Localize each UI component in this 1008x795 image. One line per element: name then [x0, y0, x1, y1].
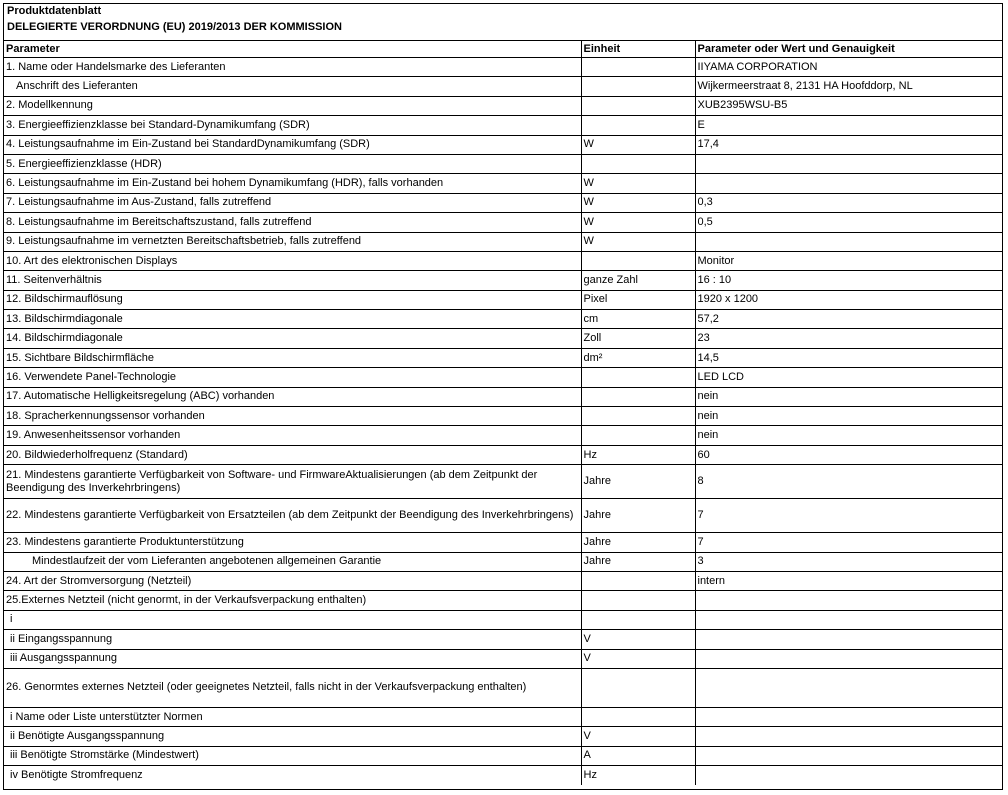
value-cell: 57,2 — [695, 310, 1003, 329]
table-row — [4, 727, 1003, 746]
parameter-cell: 9. Leistungsaufnahme im vernetzten Bereitschaftsbetrieb, falls zutreffend — [4, 232, 581, 251]
unit-cell — [581, 610, 695, 629]
unit-cell: A — [581, 746, 695, 765]
table-row — [4, 533, 1003, 552]
table-header-row — [4, 41, 1003, 58]
table-row — [4, 96, 1003, 115]
parameter-cell: 12. Bildschirmauflösung — [4, 290, 581, 309]
table-row — [4, 329, 1003, 348]
value-cell — [695, 668, 1003, 707]
unit-cell: W — [581, 193, 695, 212]
table-row — [4, 499, 1003, 533]
unit-cell: V — [581, 649, 695, 668]
unit-cell: Jahre — [581, 499, 695, 533]
value-cell — [695, 591, 1003, 610]
value-cell: 0,3 — [695, 193, 1003, 212]
parameter-cell: 26. Genormtes externes Netzteil (oder geeignetes Netzteil, falls nicht in der Verkaufsverpackung enthalten) — [4, 668, 581, 707]
table-row — [4, 387, 1003, 406]
table-row — [4, 445, 1003, 464]
table-row — [4, 407, 1003, 426]
value-cell: 3 — [695, 552, 1003, 571]
product-data-sheet — [3, 3, 1003, 790]
parameter-cell: 14. Bildschirmdiagonale — [4, 329, 581, 348]
parameter-cell: 7. Leistungsaufnahme im Aus-Zustand, falls zutreffend — [4, 193, 581, 212]
value-cell: 1920 x 1200 — [695, 290, 1003, 309]
column-header-unit: Einheit — [581, 41, 695, 58]
table-row — [4, 193, 1003, 212]
column-header-parameter: Parameter — [4, 41, 581, 58]
parameter-cell: 22. Mindestens garantierte Verfügbarkeit von Ersatzteilen (ab dem Zeitpunkt der Beendigung des Inverkehrbringens) — [4, 499, 581, 533]
unit-cell: Hz — [581, 445, 695, 464]
value-cell: Monitor — [695, 251, 1003, 270]
parameter-cell: 5. Energieeffizienzklasse (HDR) — [4, 154, 581, 173]
parameter-cell: 1. Name oder Handelsmarke des Lieferanten — [4, 58, 581, 77]
parameter-cell: 13. Bildschirmdiagonale — [4, 310, 581, 329]
sheet-subtitle: DELEGIERTE VERORDNUNG (EU) 2019/2013 DER KOMMISSION — [7, 20, 342, 33]
value-cell: nein — [695, 387, 1003, 406]
unit-cell: Hz — [581, 766, 695, 785]
unit-cell — [581, 407, 695, 426]
unit-cell — [581, 426, 695, 445]
value-cell: LED LCD — [695, 368, 1003, 387]
unit-cell: ganze Zahl — [581, 271, 695, 290]
unit-cell: Jahre — [581, 552, 695, 571]
unit-cell — [581, 571, 695, 590]
table-row — [4, 630, 1003, 649]
parameter-cell: 4. Leistungsaufnahme im Ein-Zustand bei StandardDynamikumfang (SDR) — [4, 135, 581, 154]
table-row — [4, 552, 1003, 571]
value-cell — [695, 630, 1003, 649]
unit-cell: W — [581, 135, 695, 154]
value-cell: nein — [695, 426, 1003, 445]
parameter-cell: iii Ausgangsspannung — [4, 649, 581, 668]
unit-cell — [581, 368, 695, 387]
unit-cell: cm — [581, 310, 695, 329]
parameter-cell: ii Eingangsspannung — [4, 630, 581, 649]
value-cell — [695, 727, 1003, 746]
unit-cell — [581, 116, 695, 135]
value-cell — [695, 154, 1003, 173]
parameter-cell: 17. Automatische Helligkeitsregelung (ABC) vorhanden — [4, 387, 581, 406]
value-cell: 23 — [695, 329, 1003, 348]
table-row — [4, 213, 1003, 232]
unit-cell: Pixel — [581, 290, 695, 309]
table-row — [4, 465, 1003, 499]
unit-cell: W — [581, 174, 695, 193]
value-cell: 8 — [695, 465, 1003, 499]
parameter-cell: i Name oder Liste unterstützter Normen — [4, 707, 581, 726]
parameter-cell: 24. Art der Stromversorgung (Netzteil) — [4, 571, 581, 590]
table-row — [4, 649, 1003, 668]
unit-cell — [581, 591, 695, 610]
parameter-cell: ii Benötigte Ausgangsspannung — [4, 727, 581, 746]
unit-cell — [581, 77, 695, 96]
unit-cell: Jahre — [581, 533, 695, 552]
table-row — [4, 154, 1003, 173]
value-cell: 60 — [695, 445, 1003, 464]
table-row — [4, 571, 1003, 590]
value-cell: 17,4 — [695, 135, 1003, 154]
parameter-cell: iv Benötigte Stromfrequenz — [4, 766, 581, 785]
parameter-cell: 16. Verwendete Panel-Technologie — [4, 368, 581, 387]
unit-cell — [581, 154, 695, 173]
parameter-cell: i — [4, 610, 581, 629]
parameter-cell: Mindestlaufzeit der vom Lieferanten angebotenen allgemeinen Garantie — [4, 552, 581, 571]
unit-cell: Jahre — [581, 465, 695, 499]
table-row — [4, 591, 1003, 610]
table-row — [4, 746, 1003, 765]
parameter-cell: 20. Bildwiederholfrequenz (Standard) — [4, 445, 581, 464]
table-row — [4, 271, 1003, 290]
unit-cell: Zoll — [581, 329, 695, 348]
value-cell: Wijkermeerstraat 8, 2131 HA Hoofddorp, NL — [695, 77, 1003, 96]
table-row — [4, 77, 1003, 96]
unit-cell: W — [581, 213, 695, 232]
value-cell — [695, 766, 1003, 785]
table-row — [4, 426, 1003, 445]
value-cell: IIYAMA CORPORATION — [695, 58, 1003, 77]
parameter-cell: 6. Leistungsaufnahme im Ein-Zustand bei hohem Dynamikumfang (HDR), falls vorhanden — [4, 174, 581, 193]
value-cell: nein — [695, 407, 1003, 426]
value-cell — [695, 174, 1003, 193]
table-row — [4, 174, 1003, 193]
parameter-cell: 18. Spracherkennungssensor vorhanden — [4, 407, 581, 426]
value-cell: XUB2395WSU-B5 — [695, 96, 1003, 115]
parameter-cell: iii Benötigte Stromstärke (Mindestwert) — [4, 746, 581, 765]
value-cell: 14,5 — [695, 348, 1003, 367]
unit-cell — [581, 668, 695, 707]
unit-cell: V — [581, 630, 695, 649]
value-cell — [695, 649, 1003, 668]
table-row — [4, 251, 1003, 270]
table-row — [4, 58, 1003, 77]
parameter-cell: 15. Sichtbare Bildschirmfläche — [4, 348, 581, 367]
unit-cell: V — [581, 727, 695, 746]
table-row — [4, 310, 1003, 329]
unit-cell: dm² — [581, 348, 695, 367]
unit-cell — [581, 251, 695, 270]
parameter-cell: 19. Anwesenheitssensor vorhanden — [4, 426, 581, 445]
table-body — [4, 41, 1003, 786]
unit-cell — [581, 96, 695, 115]
value-cell: E — [695, 116, 1003, 135]
parameter-cell: 21. Mindestens garantierte Verfügbarkeit von Software- und FirmwareAktualisierungen (ab dem Zeitpunkt der Beendigung des Inverkehrbringens) — [4, 465, 581, 499]
parameter-cell: 25.Externes Netzteil (nicht genormt, in der Verkaufsverpackung enthalten) — [4, 591, 581, 610]
parameter-cell: 3. Energieeffizienzklasse bei Standard-Dynamikumfang (SDR) — [4, 116, 581, 135]
value-cell — [695, 746, 1003, 765]
sheet-title: Produktdatenblatt — [7, 5, 102, 17]
parameter-cell: 8. Leistungsaufnahme im Bereitschaftszustand, falls zutreffend — [4, 213, 581, 232]
value-cell — [695, 232, 1003, 251]
value-cell: intern — [695, 571, 1003, 590]
parameter-cell: 11. Seitenverhältnis — [4, 271, 581, 290]
table-row — [4, 766, 1003, 785]
table-row — [4, 135, 1003, 154]
value-cell — [695, 707, 1003, 726]
table-row — [4, 348, 1003, 367]
table-row — [4, 116, 1003, 135]
unit-cell — [581, 58, 695, 77]
parameter-cell: 23. Mindestens garantierte Produktunterstützung — [4, 533, 581, 552]
parameter-cell: 2. Modellkennung — [4, 96, 581, 115]
parameter-cell: Anschrift des Lieferanten — [4, 77, 581, 96]
unit-cell — [581, 707, 695, 726]
column-header-value: Parameter oder Wert und Genauigkeit — [695, 41, 1003, 58]
parameter-cell: 10. Art des elektronischen Displays — [4, 251, 581, 270]
value-cell: 16 : 10 — [695, 271, 1003, 290]
table-row — [4, 707, 1003, 726]
data-table — [4, 40, 1003, 785]
table-row — [4, 232, 1003, 251]
value-cell: 7 — [695, 533, 1003, 552]
table-row — [4, 368, 1003, 387]
value-cell — [695, 610, 1003, 629]
unit-cell — [581, 387, 695, 406]
table-row — [4, 668, 1003, 707]
table-row — [4, 610, 1003, 629]
unit-cell: W — [581, 232, 695, 251]
value-cell: 0,5 — [695, 213, 1003, 232]
table-row — [4, 290, 1003, 309]
value-cell: 7 — [695, 499, 1003, 533]
